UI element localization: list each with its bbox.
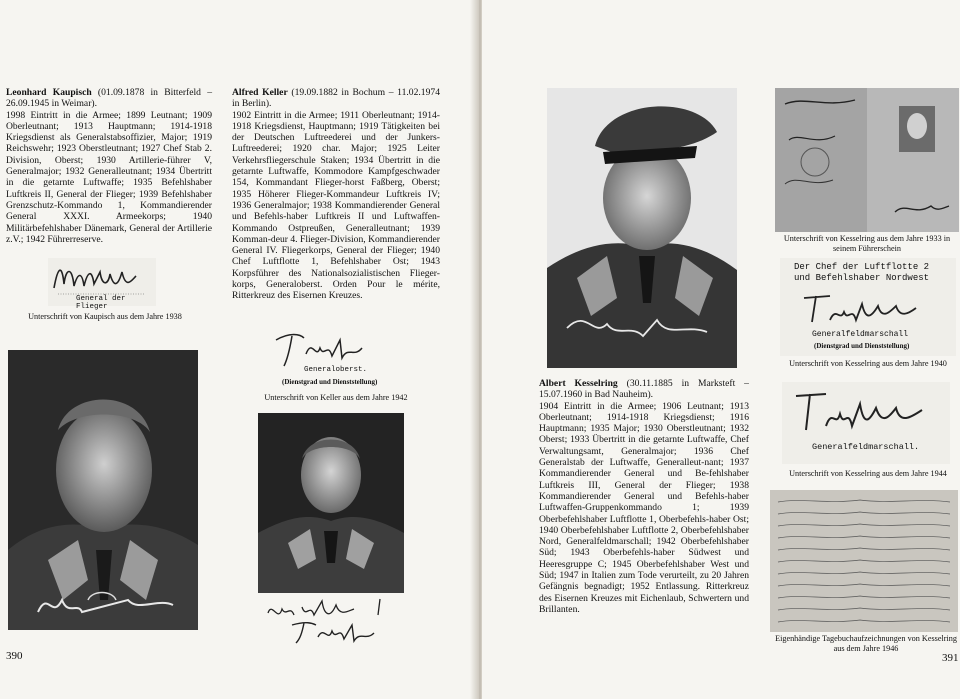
doc-1944-rank: Generalfeldmarschall. [812,442,920,452]
kesselring-license-document [775,88,959,232]
kesselring-portrait [547,88,737,368]
doc-1940-line-2: und Befehlshaber Nordwest [794,273,930,283]
keller-signature-note: (Dienstgrad und Dienststellung) [282,378,378,386]
keller-bio: 1902 Eintritt in die Armee; 1911 Oberleutnant; 1914-1918 Kriegsdienst, Hauptmann; 1919 Tätigkeiten bei der Deutschen Luftreederei und der Junkers-Luftreederei; 1920 char. Major; 1925 Leiter Verkehrsfliegerschule Staken; 1934 Übertritt in die getarnte Luftwaffe, Kommodore Kampfgeschwader 154, Kommandant Flieger-horst Faßberg, Oberst; 1935 Höherer Flieger-Kommandeur Luftkreis IV; 1936 Generalmajor; 1938 Kommandierender General und Befehls-haber Luftkreis II und Luftwaffen-Kommando Ostpreußen, Generalleutnant; 1939 Komman-deur 4. Flieger-Division, Kommandierender General IV. Fliegerkorps, General der Flieger; 1940 Chef Luftflotte 1, Befehlshaber Ost; 1943 Korpsführer des Nationalsozialistischen Flieger-korps, Generaloberst. Orden Pour le mérite, Ritterkreuz des Eisernen Kreuzes. [232,109,440,302]
left-page-number: 390 [6,650,23,662]
keller-text [232,87,440,302]
keller-dedication-signature [262,595,412,645]
left-page [0,0,478,699]
kaupisch-caption: Unterschrift von Kaupisch aus dem Jahre 1938 [28,312,182,321]
keller-caption: Unterschrift von Keller aus dem Jahre 1942 [264,393,408,402]
kesselring-document-1944 [782,382,950,464]
keller-dates: (19.09.1882 in Bochum – 11.02.1974 in Berlin). [232,87,440,110]
kaupisch-name: Leonhard Kaupisch [6,87,92,98]
right-page-number: 391 [942,652,959,664]
kesselring-caption-1933: Unterschrift von Kesselring aus dem Jahre 1933 in seinem Führerschein [783,234,951,253]
keller-signature [270,330,400,390]
kaupisch-bio: 1998 Eintritt in die Armee; 1899 Leutnant; 1909 Oberleutnant; 1913 Hauptmann; 1914-1918 Kriegsdienst als Generalstabsoffizier, Major; 1919 Reichswehr; 1923 Oberstleutnant; 1927 Chef Stab 2. Division, Oberst; 1930 Artillerie-führer V, Generalmajor; 1932 Generalleutnant; 1934 Übertritt in die getarnte Luftwaffe; 1935 Befehlshaber Luftkreis II, General der Flieger; 1939 Befehlshaber Grenzschutz-Kommando 1, Kommandierender General XXXI. Armeekorps; 1940 Militärbefehlshaber Dänemark, General der Artillerie z.V.; 1942 Führerreserve. [6,109,212,245]
kaupisch-portrait [8,350,198,630]
kesselring-name: Albert Kesselring [539,378,618,389]
kesselring-caption-1946: Eigenhändige Tagebuchaufzeichnungen von Kesselring aus dem Jahre 1946 [775,634,957,653]
kaupisch-dates: (01.09.1878 in Bitterfeld – 26.09.1945 in Weimar). [6,87,212,110]
kaupisch-signature-rank: General der Flieger [76,295,126,311]
kaupisch-signature [48,258,156,311]
keller-signature-rank: Generaloberst. [304,366,368,374]
doc-1940-rank: Generalfeldmarschall [812,330,909,339]
kesselring-text [539,378,749,615]
kesselring-dates: (30.11.1885 in Marksteft – 15.07.1960 in Bad Nauheim). [539,378,749,401]
keller-name: Alfred Keller [232,87,288,98]
kesselring-bio: 1904 Eintritt in die Armee; 1906 Leutnant; 1913 Oberleutnant; 1914-1918 Kriegsdienst; 1916 Hauptmann; 1935 Major; 1930 Oberstleutnant; 1932 Oberst; 1933 Übertritt in die getarnte Luftwaffe, Chef Verwaltungsamt, Generalmajor; 1936 Chef Generalstab der Luftwaffe, Generalleut-nant; 1937 Kommandierender General und Be-fehlshaber Luftkreis III, General der Flieger; 1938 Kommandierender General und Befehls-haber Luftwaffen-Gruppenkommando 1; 1939 Oberbefehlshaber Luftflotte 1, Oberbefehls-haber Ost; 1940 Oberbefehlshaber Luftflotte 2, Oberbefehlshaber Nord, Generalfeldmarschall; 1942 Oberbefehlshaber Süd; 1943 Oberbefehls-haber Südwest und Heeresgruppe C; 1945 Oberbefehlshaber West und Süd; 1947 in Italien zum Tode verurteilt, zu 20 Jahren Gefängnis begnadigt; 1952 Entlassung. Ritterkreuz des Eisernen Kreuzes mit Eichenlaub, Schwertern und Brillanten. [539,400,749,615]
kesselring-diary-page [770,490,958,632]
kesselring-document-1940 [780,258,956,356]
kaupisch-text [6,87,212,245]
kesselring-caption-1940: Unterschrift von Kesselring aus dem Jahre 1940 [789,359,947,368]
doc-1940-line-1: Der Chef der Luftflotte 2 [794,262,930,272]
right-page [482,0,960,699]
kesselring-caption-1944: Unterschrift von Kesselring aus dem Jahre 1944 [789,469,947,478]
keller-portrait [258,413,404,593]
doc-1940-note: (Dienstgrad und Dienststellung) [814,342,910,350]
